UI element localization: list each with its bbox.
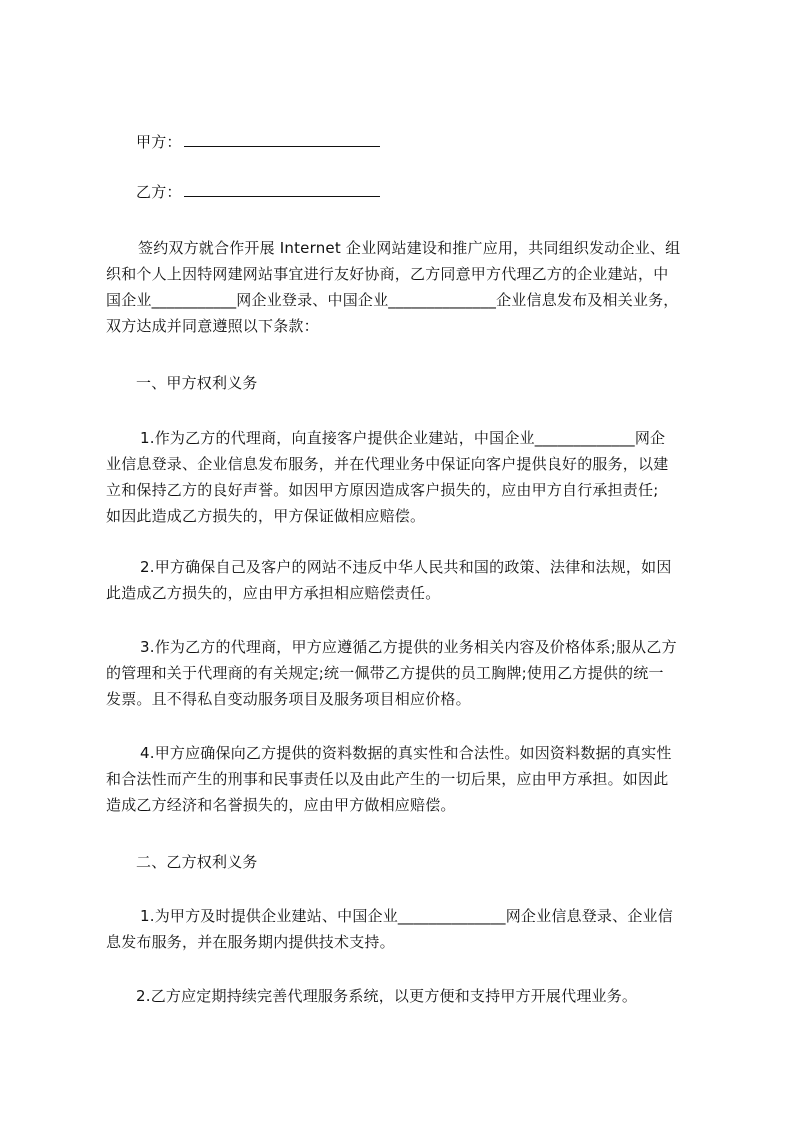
clause-line: 1.为甲方及时提供企业建站、中国企业______________网企业信息登录、企业信	[140, 907, 673, 925]
party-b-label: 乙方：	[136, 183, 182, 201]
section-b-heading: 二、乙方权利义务	[136, 853, 258, 871]
section-b-item-1	[106, 903, 698, 955]
party-a-label: 甲方：	[136, 133, 182, 151]
clause-line: 立和保持乙方的良好声誉。如因甲方原因造成客户损失的，应由甲方自行承担责任;	[106, 481, 659, 499]
clause-line: 此造成乙方损失的，应由甲方承担相应赔偿责任。	[106, 584, 441, 602]
clause-line: 4.甲方应确保向乙方提供的资料数据的真实性和合法性。如因资料数据的真实性	[140, 744, 672, 762]
section-a-item-1	[106, 425, 698, 529]
intro-line: 织和个人上因特网建网站事宜进行友好协商，乙方同意甲方代理乙方的企业建站，中	[106, 265, 669, 283]
section-a-item-4	[106, 740, 698, 818]
party-a-signature-blank	[184, 133, 380, 147]
section-a-item-2	[106, 554, 698, 606]
clause-line: 2.甲方确保自己及客户的网站不违反中华人民共和国的政策、法律和法规，如因	[140, 558, 672, 576]
party-a-line	[136, 133, 380, 151]
clause-line: 发票。且不得私自变动服务项目及服务项目相应价格。	[106, 690, 471, 708]
intro-line: 国企业___________网企业登录、中国企业______________企业信息发布及相关业务，	[106, 291, 679, 309]
intro-line: 双方达成并同意遵照以下条款：	[106, 317, 319, 335]
clause-line: 1.作为乙方的代理商，向直接客户提供企业建站，中国企业_____________网企	[140, 429, 666, 447]
clause-line: 的管理和关于代理商的有关规定;统一佩带乙方提供的员工胸牌;使用乙方提供的统一	[106, 664, 664, 682]
intro-paragraph	[106, 235, 698, 339]
clause-line: 息发布服务，并在服务期内提供技术支持。	[106, 933, 395, 951]
intro-line: 签约双方就合作开展 Internet 企业网站建设和推广应用，共同组织发动企业、组	[138, 239, 681, 257]
clause-line: 造成乙方经济和名誉损失的，应由甲方做相应赔偿。	[106, 796, 456, 814]
clause-line: 如因此造成乙方损失的，甲方保证做相应赔偿。	[106, 507, 426, 525]
section-b-item-2	[106, 983, 698, 1009]
party-b-signature-blank	[184, 183, 380, 197]
party-b-line	[136, 183, 380, 201]
clause-line: 业信息登录、企业信息发布服务，并在代理业务中保证向客户提供良好的服务，以建	[106, 455, 669, 473]
clause-line: 和合法性而产生的刑事和民事责任以及由此产生的一切后果，应由甲方承担。如因此	[106, 770, 669, 788]
section-a-heading: 一、甲方权利义务	[136, 374, 258, 392]
section-a-item-3	[106, 634, 698, 712]
clause-line: 2.乙方应定期持续完善代理服务系统，以更方便和支持甲方开展代理业务。	[136, 987, 638, 1005]
clause-line: 3.作为乙方的代理商，甲方应遵循乙方提供的业务相关内容及价格体系;服从乙方	[140, 638, 677, 656]
